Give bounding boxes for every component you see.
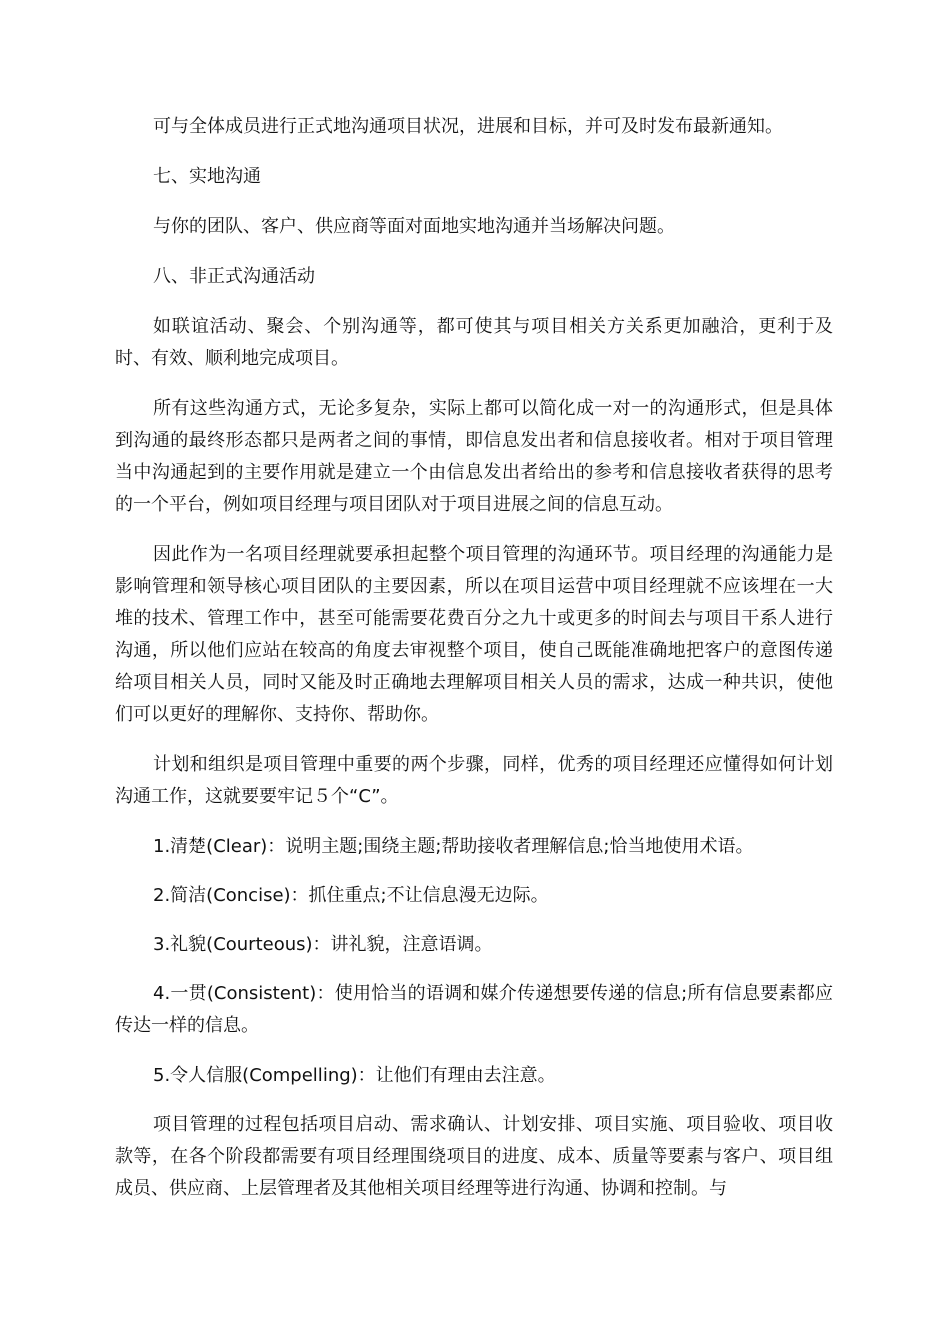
list-item-courteous: 3.礼貌(Courteous)：讲礼貌，注意语调。 [153,934,493,955]
paragraph-project-process: 项目管理的过程包括项目启动、需求确认、计划安排、项目实施、项目验收、项目收款等，在各个阶段都需要有项目经理围绕项目的进度、成本、质量等要素与客户、项目组成员、供应商、上层管理者及其他相关项目经理等进行沟通、协调和控制。与 [115,1114,833,1199]
heading-informal-communication: 八、非正式沟通活动 [153,266,315,287]
paragraph-one-to-one: 所有这些沟通方式，无论多复杂，实际上都可以简化成一对一的沟通形式，但是具体到沟通的最终形态都只是两者之间的事情，即信息发出者和信息接收者。相对于项目管理当中沟通起到的主要作用就是建立一个由信息发出者给出的参考和信息接收者获得的思考的一个平台，例如项目经理与项目团队对于项目进展之间的信息互动。 [115,398,833,515]
list-item-concise: 2.简洁(Concise)：抓住重点;不让信息漫无边际。 [153,885,549,906]
paragraph-five-c-intro: 计划和组织是项目管理中重要的两个步骤，同样，优秀的项目经理还应懂得如何计划沟通工作，这就要要牢记５个“C”。 [115,754,833,807]
list-item-consistent: 4.一贯(Consistent)：使用恰当的语调和媒介传递想要传递的信息;所有信息要素都应传达一样的信息。 [115,983,833,1036]
heading-onsite-communication: 七、实地沟通 [153,166,261,187]
paragraph-onsite-communication: 与你的团队、客户、供应商等面对面地实地沟通并当场解决问题。 [153,216,675,237]
paragraph-formal-communication: 可与全体成员进行正式地沟通项目状况，进展和目标，并可及时发布最新通知。 [153,116,783,137]
paragraph-project-manager-role: 因此作为一名项目经理就要承担起整个项目管理的沟通环节。项目经理的沟通能力是影响管理和领导核心项目团队的主要因素，所以在项目运营中项目经理就不应该埋在一大堆的技术、管理工作中，甚至可能需要花费百分之九十或更多的时间去与项目干系人进行沟通，所以他们应站在较高的角度去审视整个项目，使自己既能准确地把客户的意图传递给项目相关人员，同时又能及时正确地去理解项目相关人员的需求，达成一种共识，使他们可以更好的理解你、支持你、帮助你。 [115,544,833,725]
list-item-clear: 1.清楚(Clear)：说明主题;围绕主题;帮助接收者理解信息;恰当地使用术语。 [153,836,754,857]
document-body [115,111,833,1223]
list-item-compelling: 5.令人信服(Compelling)：让他们有理由去注意。 [153,1065,556,1086]
paragraph-informal-activities: 如联谊活动、聚会、个别沟通等，都可使其与项目相关方关系更加融洽，更利于及时、有效、顺利地完成项目。 [115,316,833,369]
